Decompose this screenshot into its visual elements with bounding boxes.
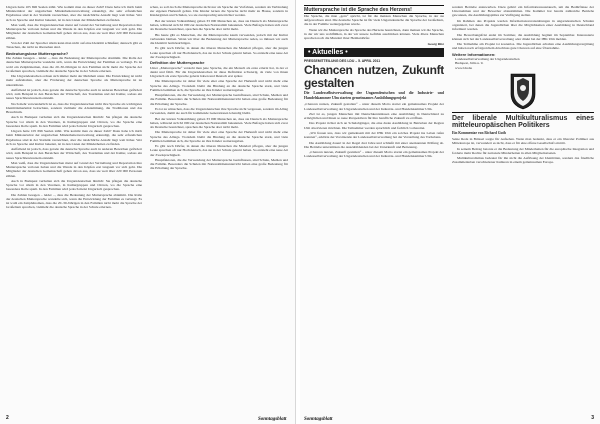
paragraph: Die Sprache, die man „gern“ spricht, ist für die meisten Menschen die Sprache, in der sie aufgewachsen sind. Die deutsche Sprache ist für viele Ungarndeutsche die Sprache der Großeltern, die in der Familie weitergegeben wurde. xyxy=(304,14,444,27)
paragraph: Es gibt noch Dörfer, in denen die älteren Menschen die Mundart pflegen, aber die jungen Leute sprechen oft nur Hochdeutsch, das sie in der Schule gelernt haben. So entsteht eine neue Art der Zweisprachigkeit. xyxy=(150,144,288,157)
paragraph: In seinem Beitrag betonte er die Bedeutung der Minderheiten für die europäische Integration und forderte mehr Rechte für nationale Minderheiten in allen Mitgliedsstaaten. xyxy=(452,146,594,155)
commentary-headline: Der liberale Multikulturalismus eines mitteleuropäischen Politikers xyxy=(452,114,594,130)
paragraph: Auffallend ist jedoch, dass gerade die deutsche Sprache auch in anderen Bereichen gefördert wird, zum Beispiel in den Bereichen der Wirtschaft, des Tourismus und der Kultur, sodass ein neues Sprachbewusstsein entsteht. xyxy=(6,87,142,101)
paragraph: Die Teilnahme am Projekt ist kostenlos. Die Jugendlichen erhalten eine Ausbildungsvergütung und haben nach erfolgreichem Abschluss gute Chancen auf eine Übernahme. xyxy=(452,42,594,51)
paragraph: Von der Zahl der Sprecher allein kann man nicht auf eine Identität schließen; dennoch gibt es Tatsachen, die nicht zu übersehen sind. xyxy=(6,41,142,50)
contact-heading: Weitere Informationen: xyxy=(452,51,496,57)
paragraph: Die Muttersprache ist daher für viele eher eine Sprache der Herkunft und nicht mehr eine Sprache des Alltags. Trotzdem bleibt die Bindung an die deutsche Sprache stark, und viele Familien bemühen sich, die Sprache an ihre Kinder weiterzugeben. xyxy=(150,130,288,143)
footer-brand: Sonntagsblatt xyxy=(304,417,333,422)
crest-logo-icon xyxy=(508,72,538,110)
paragraph: Die Zahlen besagen – leider –, dass die Bedeutung der Muttersprache abnimmt. Die Rolle der deutschen Muttersprache wandelte sich, wenn die Entwicklung der Familien es verlangt. Es ist wohl ein Zeitphänomen, dass die 20–30-Jährigen in den Familien nicht mehr die Sprache der Großeltern sprechen, vielmehr die deutsche Sprache in der Schule erlernen. xyxy=(6,56,142,73)
paragraph: Unter „Muttersprache“ versteht man jene Sprache, die ein Mensch als erste erlernt hat, in der er denkt und fühlt. Für die Ungarndeutschen ist diese Definition schwierig, da viele von ihnen Ungarisch als erste Sprache gelernt haben und Deutsch erst später. xyxy=(150,65,288,79)
paragraph: „Chancen nutzen, Zukunft gestalten“ – unter diesem Motto startet ein gemeinsames Projekt der Landesselbstverwaltung der Ungarndeutschen und der Industrie- und Handelskammer Ulm. xyxy=(304,102,444,111)
paragraph: Bis heute gibt es Menschen, die die Muttersprache kaum verwenden, jedoch mit der Kultur verbunden bleiben. Wenn wir über die Bedeutung der Muttersprache reden, so müssen wir auch die Identität berücksichtigen. xyxy=(150,32,288,45)
paragraph: Bei der letzten Volkszählung gaben 33 000 Menschen an, dass sie Deutsch als Muttersprache haben, während sich 62 000 zur deutschen Nationalität bekannten. Viele Befragte haben sich zwar als Deutsche bezeichnet, sprechen die Sprache aber nicht mehr. xyxy=(150,116,288,130)
divider xyxy=(452,112,594,113)
paragraph: Auch in Budapest verhalten sich die Ungarndeutschen ähnlich: Sie pflegen die deutsche Sprache vor allem in den Vereinen, in Kulturgruppen und Chören, wo die Sprache eine besondere Rolle spielt. In den Familien wird jedoch meist Ungarisch gesprochen. xyxy=(6,115,142,128)
paragraph: „Wir freuen uns, dass wir gemeinsam mit der IHK Ulm ein solches Projekt ins Leben rufen konnten“, erklärte der Vorsitzende der Landesselbstverwaltung bei der Vorstellung des Vorhabens. xyxy=(304,131,444,140)
page-number: 2 xyxy=(6,415,9,421)
page-number: 3 xyxy=(591,415,594,421)
paragraph: Auch in Budapest verhalten sich die Ungarndeutschen ähnlich: Sie pflegen die deutsche Sprache vor allem in den Vereinen, in Kulturgruppen und Chören, wo die Sprache eine besondere Rolle spielt. In den Familien wird jedoch meist Ungarisch gesprochen. xyxy=(6,179,142,192)
paragraph: Ungarn hatte 105 696 Seelen zählt. Wie kommt man zu dieser Zahl? Dazu habe ich mich beim Ministerialrat der ungarischen Minderheitenverwaltung erkundigt, die sehr erfreulichen Ergebnisse sind in der Statistik verzeichnet, aber die tatsächliche Anzahl liegt weit höher. Wer sich zu Sprache und Kultur bekennt, ist in den Listen der Minderheiten zu finden. xyxy=(6,129,142,146)
press-meta: PRESSEMITTEILUNG DES LDU – 5. APRIL 2011 xyxy=(304,58,381,63)
contact-line: www.ldu.hu xyxy=(455,65,473,70)
left-column-2 xyxy=(150,5,288,407)
signature: Georg Ritz xyxy=(427,41,444,46)
paragraph: Im Rahmen des Projekts werden Informationsveranstaltungen in ungarndeutschen Schulen organisiert, bei denen die Jugendlichen über die Möglichkeiten einer Ausbildung in Deutschland informiert werden. xyxy=(452,18,594,32)
section-heading: Definition der Muttersprache xyxy=(150,60,205,66)
paragraph: sondern Betriebe anzuwerben. Dazu gehört ein Informationsaustausch, um die Bedürfnisse der Unternehmen und der Bewerber abzustimmen. Die Kammer hat bereits zahlreiche Betriebe gewonnen, die Ausbildungsplätze zur Verfügung stellen. xyxy=(452,5,594,18)
paragraph: Es gibt noch Dörfer, in denen die älteren Menschen die Mundart pflegen, aber die jungen Leute sprechen oft nur Hochdeutsch, das sie in der Schule gelernt haben. So entsteht eine neue Art der Zweisprachigkeit. xyxy=(150,46,288,59)
paragraph: Ziel ist es, jungen Menschen mit Deutschkenntnissen eine Ausbildung in Deutschland zu ermöglichen und ihnen so neue Perspektiven für ihre berufliche Zukunft zu eröffnen. xyxy=(304,111,444,121)
paragraph: Ungarn hatte 105 696 Seelen zählt. Wie kommt man zu dieser Zahl? Dazu habe ich mich beim Ministerialrat der ungarischen Minderheitenverwaltung erkundigt, die sehr erfreulichen Ergebnisse sind in der Statistik verzeichnet, aber die tatsächliche Anzahl liegt weit höher. Wer sich zu Sprache und Kultur bekennt, ist in den Listen der Minderheiten zu finden. xyxy=(6,5,142,22)
paragraph: Das Projekt richtet sich an Schulabgänger, die eine duale Ausbildung in Betrieben der Region Ulm absolvieren möchten. Die Teilnehmer werden sprachlich und fachlich vorbereitet. xyxy=(304,121,444,130)
paragraph: Die Bewerbungsfrist endet im Sommer, die Ausbildung beginnt im September. Interessierte können sich bei der Landesselbstverwaltung oder direkt bei der IHK Ulm melden. xyxy=(452,32,594,41)
paragraph: Man weiß, dass die Ungarndeutschen meist auf Grund der Vertreibung und Deportation ihre Muttersprache verloren haben und die Wende in den Köpfen erst langsam vor sich geht. Die Mitglieder der deutschen Gemeinschaft gehen davon aus, dass sie weit über 220 000 Personen zählen. xyxy=(6,23,142,40)
right-column-2 xyxy=(452,5,594,407)
paragraph: Wenn wir die Muttersprache als Sprache des Herzens bezeichnen, dann meinen wir die Sprache, in der wir uns wohlfühlen, in der wir unsere Gefühle ausdrücken können. Viele ältere Menschen sprechen noch die Mundart ihrer Heimatdörfer. xyxy=(304,27,444,41)
section-banner: • Aktuelles • xyxy=(304,48,444,57)
paragraph: Auffallend ist jedoch, dass gerade die deutsche Sprache auch in anderen Bereichen gefördert wird, zum Beispiel in den Bereichen der Wirtschaft, des Tourismus und der Kultur, sodass ein neues Sprachbewusstsein entsteht. xyxy=(6,147,142,160)
paragraph: Noch mehr verwunderlich ist es, dass die Ungarndeutschen nicht ihre Sprache als wichtigstes Identitätsmerkmal betrachten, sondern vielmehr die Abstammung, die Traditionen und das Brauchtum. xyxy=(6,101,142,115)
left-page xyxy=(0,0,296,424)
author-line: Ein Kommentar von Richard Guth xyxy=(452,131,506,136)
main-headline: Chancen nutzen, Zukunft gestalten xyxy=(304,63,444,90)
footer-brand: Sonntagsblatt xyxy=(258,417,287,422)
contact-line: Budapest, Júlia u. 9. xyxy=(455,61,484,66)
paragraph: schen, so soll doch die Muttersprache nicht nur als Sprache der Vorfahren, sondern als Verbindung zur eigenen Herkunft gelten. Die Kinder lernen die Sprache nicht mehr zu Hause, sondern in Kindergärten und Schulen, wo sie zweisprachig unterrichtet werden. xyxy=(150,5,288,18)
paragraph: Man weiß, dass die Ungarndeutschen meist auf Grund der Vertreibung und Deportation ihre Muttersprache verloren haben und die Wende in den Köpfen erst langsam vor sich geht. Die Mitglieder der deutschen Gemeinschaft gehen davon aus, dass sie weit über 220 000 Personen zählen. xyxy=(6,161,142,178)
paragraph: Seine Rede in Brüssel sorgte für Aufsehen. Wenn man bedenkt, dass er ein liberaler Politiker aus Mitteleuropa ist, verwundert es nicht, dass er für eine offene Gesellschaft eintritt. xyxy=(452,136,594,146)
paragraph: Die Ausbildung dauert in der Regel drei Jahre und schließt mit einer anerkannten Prüfung ab. Die Betriebe unterstützen die Auszubildenden bei der Unterkunft und Betreuung. xyxy=(304,140,444,149)
paragraph: Die Ungarndeutschen ordnen sich immer mehr der Mehrheit unter. Die Entwicklung ist nicht mehr aufzuhalten, aber die Förderung der deutschen Sprache als Muttersprache ist zu unterstützen. xyxy=(6,74,142,87)
left-column-1 xyxy=(6,5,142,407)
right-page xyxy=(300,0,600,424)
paragraph: Multikulturalismus bedeutet für ihn nicht die Auflösung der Identitäten, sondern das friedliche Zusammenleben verschiedener Kulturen in einem gemeinsamen Europa. xyxy=(452,156,594,165)
paragraph: Hauptfaktoren, die die Verwendung der Muttersprache beeinflussen, sind Schule, Medien und die Familie. Besonders die Schulen mit Nationalitätenunterricht haben eine große Bedeutung für die Erhaltung der Sprache. xyxy=(150,158,288,171)
right-column-1 xyxy=(304,5,444,407)
section-heading: Bedeutungslose Muttersprache? xyxy=(6,50,69,56)
paragraph: Die Zahlen besagen – leider –, dass die Bedeutung der Muttersprache abnimmt. Die Rolle der deutschen Muttersprache wandelte sich, wenn die Entwicklung der Familien es verlangt. Es ist wohl ein Zeitphänomen, dass die 20–30-Jährigen in den Familien nicht mehr die Sprache der Großeltern sprechen, vielmehr die deutsche Sprache in der Schule erlernen. xyxy=(6,192,142,210)
paragraph: Es ist zu wünschen, dass die Ungarndeutschen ihre Sprache nicht vergessen, sondern im Alltag verwenden, damit sie auch für kommende Generationen lebendig bleibt. xyxy=(150,107,288,116)
paragraph: Bei der letzten Volkszählung gaben 33 000 Menschen an, dass sie Deutsch als Muttersprache haben, während sich 62 000 zur deutschen Nationalität bekannten. Viele Befragte haben sich zwar als Deutsche bezeichnet, sprechen die Sprache aber nicht mehr. xyxy=(150,18,288,32)
paragraph: „Chancen nutzen, Zukunft gestalten“ – unter diesem Motto startet ein gemeinsames Projekt der Landesselbstverwaltung der Ungarndeutschen und der Industrie- und Handelskammer Ulm. xyxy=(304,150,444,159)
lead-paragraph: Die Landesselbstverwaltung der Ungarndeutschen und die Industrie- und Handelskammer Ulm starten gemeinsames Ausbildungsprojekt xyxy=(304,91,444,100)
paragraph: Hauptfaktoren, die die Verwendung der Muttersprache beeinflussen, sind Schule, Medien und die Familie. Besonders die Schulen mit Nationalitätenunterricht haben eine große Bedeutung für die Erhaltung der Sprache. xyxy=(150,93,288,106)
article-headline: Muttersprache ist die Sprache des Herzens! xyxy=(304,5,444,14)
paragraph: Die Muttersprache ist daher für viele eher eine Sprache der Herkunft und nicht mehr eine Sprache des Alltags. Trotzdem bleibt die Bindung an die deutsche Sprache stark, und viele Familien bemühen sich, die Sprache an ihre Kinder weiterzugeben. xyxy=(150,79,288,92)
contact-line: Landesselbstverwaltung der Ungarndeutschen xyxy=(455,57,520,62)
contact-list xyxy=(452,57,594,70)
